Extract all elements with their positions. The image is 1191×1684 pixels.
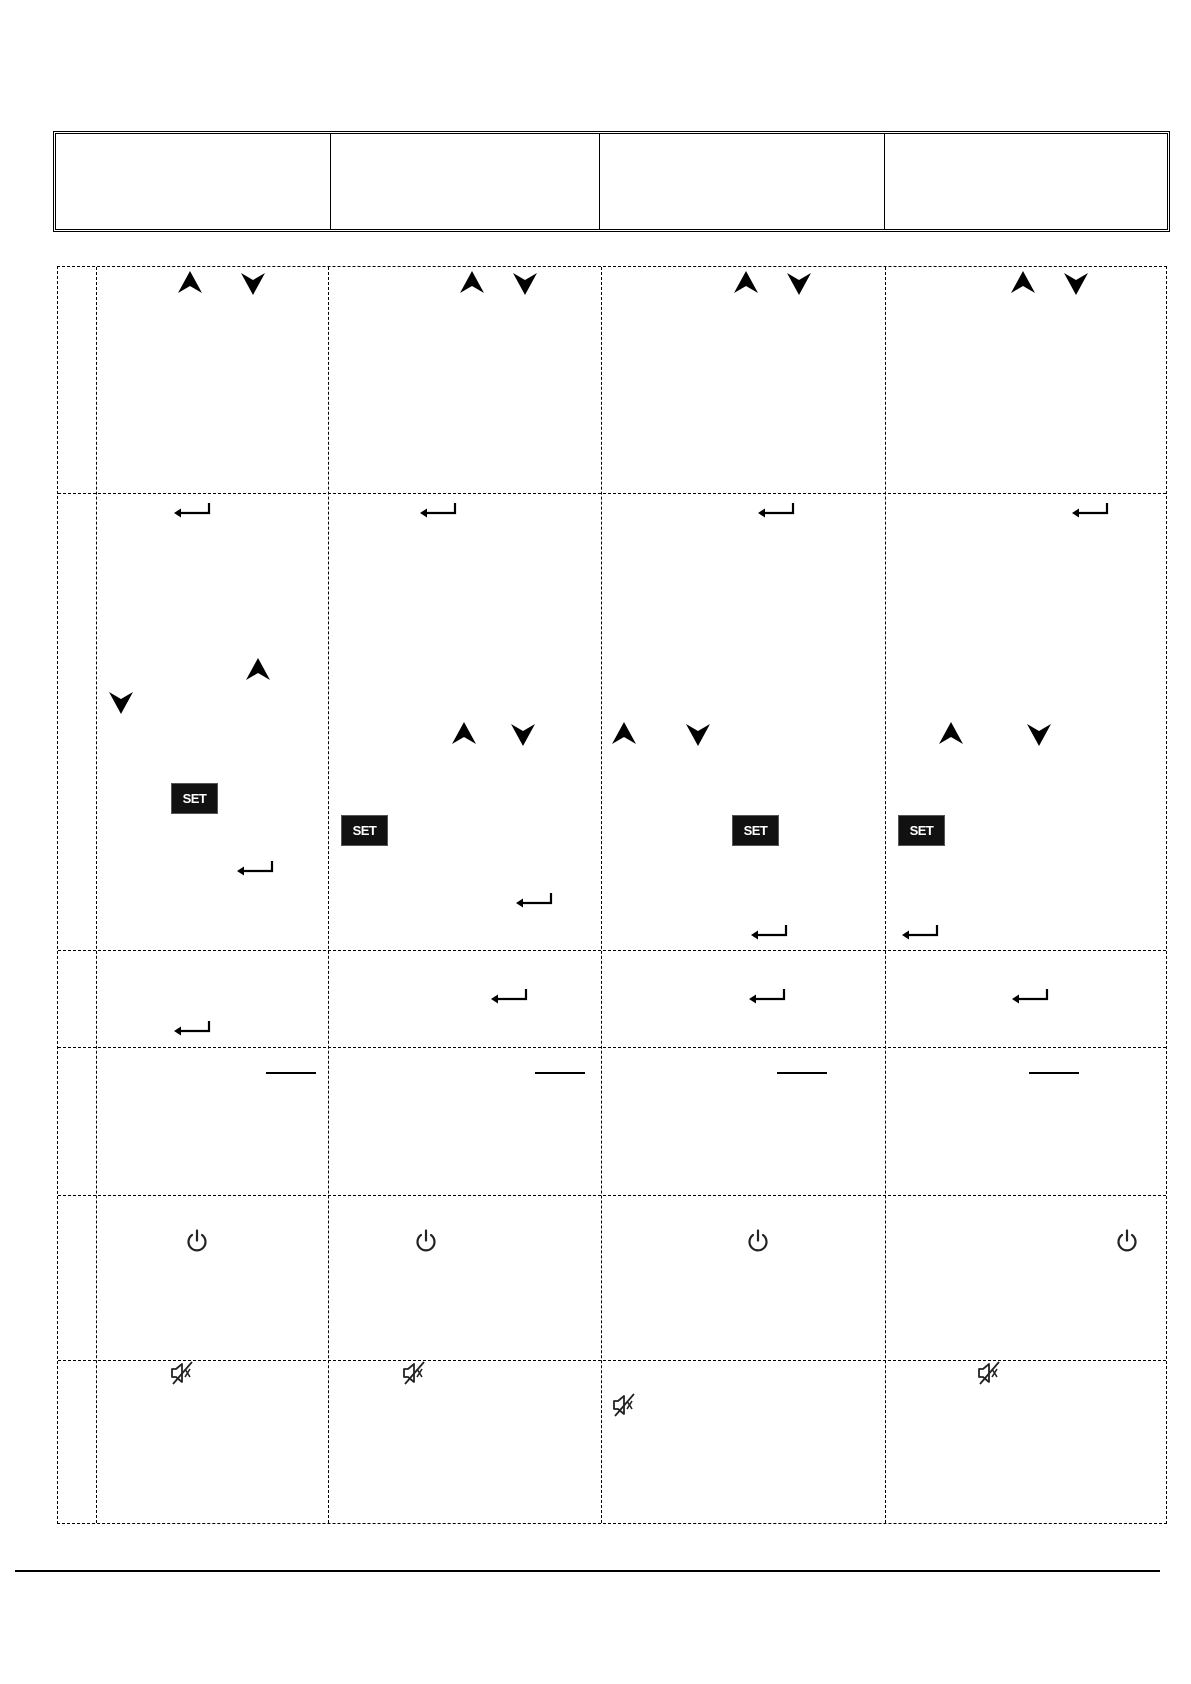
enter-icon	[1071, 502, 1109, 518]
power-icon	[1116, 1229, 1138, 1253]
mute-icon	[170, 1361, 194, 1385]
set-button-label: SET	[743, 823, 768, 838]
blank-underline	[266, 1072, 316, 1074]
enter-icon	[1011, 988, 1049, 1004]
enter-icon	[515, 892, 553, 908]
up-arrow-icon	[246, 658, 270, 680]
mute-icon	[977, 1361, 1001, 1385]
set-button-label: SET	[909, 823, 934, 838]
power-icon	[186, 1229, 208, 1253]
down-arrow-icon	[686, 724, 710, 746]
header-divider	[599, 134, 600, 229]
up-arrow-icon	[612, 722, 636, 744]
row-divider	[58, 1047, 1166, 1048]
enter-icon	[901, 924, 939, 940]
down-arrow-icon	[1064, 273, 1088, 295]
footer-rule	[15, 1570, 1160, 1572]
enter-icon	[236, 860, 274, 876]
power-icon	[415, 1229, 437, 1253]
set-button	[732, 815, 779, 846]
enter-icon	[173, 502, 211, 518]
up-arrow-icon	[452, 722, 476, 744]
enter-icon	[173, 1020, 211, 1036]
column-divider	[96, 267, 97, 1523]
up-arrow-icon	[1011, 271, 1035, 293]
column-divider	[601, 267, 602, 1523]
set-button-label: SET	[352, 823, 377, 838]
set-button	[898, 815, 945, 846]
enter-icon	[419, 502, 457, 518]
down-arrow-icon	[109, 692, 133, 714]
row-divider	[58, 1195, 1166, 1196]
power-icon	[747, 1229, 769, 1253]
up-arrow-icon	[734, 271, 758, 293]
blank-underline	[777, 1072, 827, 1074]
blank-underline	[535, 1072, 585, 1074]
blank-underline	[1029, 1072, 1079, 1074]
up-arrow-icon	[178, 271, 202, 293]
down-arrow-icon	[241, 273, 265, 295]
enter-icon	[748, 988, 786, 1004]
down-arrow-icon	[511, 724, 535, 746]
up-arrow-icon	[939, 722, 963, 744]
mute-icon	[402, 1361, 426, 1385]
header-divider	[330, 134, 331, 229]
down-arrow-icon	[513, 273, 537, 295]
row-divider	[58, 950, 1166, 951]
enter-icon	[750, 924, 788, 940]
column-divider	[328, 267, 329, 1523]
header-divider	[884, 134, 885, 229]
up-arrow-icon	[460, 271, 484, 293]
set-button	[341, 815, 388, 846]
down-arrow-icon	[1027, 724, 1051, 746]
mute-icon	[612, 1393, 636, 1417]
instruction-table	[57, 266, 1167, 1524]
header-table	[53, 131, 1170, 232]
enter-icon	[757, 502, 795, 518]
set-button	[171, 783, 218, 814]
row-divider	[58, 493, 1166, 494]
enter-icon	[490, 988, 528, 1004]
set-button-label: SET	[182, 791, 207, 806]
down-arrow-icon	[787, 273, 811, 295]
column-divider	[885, 267, 886, 1523]
